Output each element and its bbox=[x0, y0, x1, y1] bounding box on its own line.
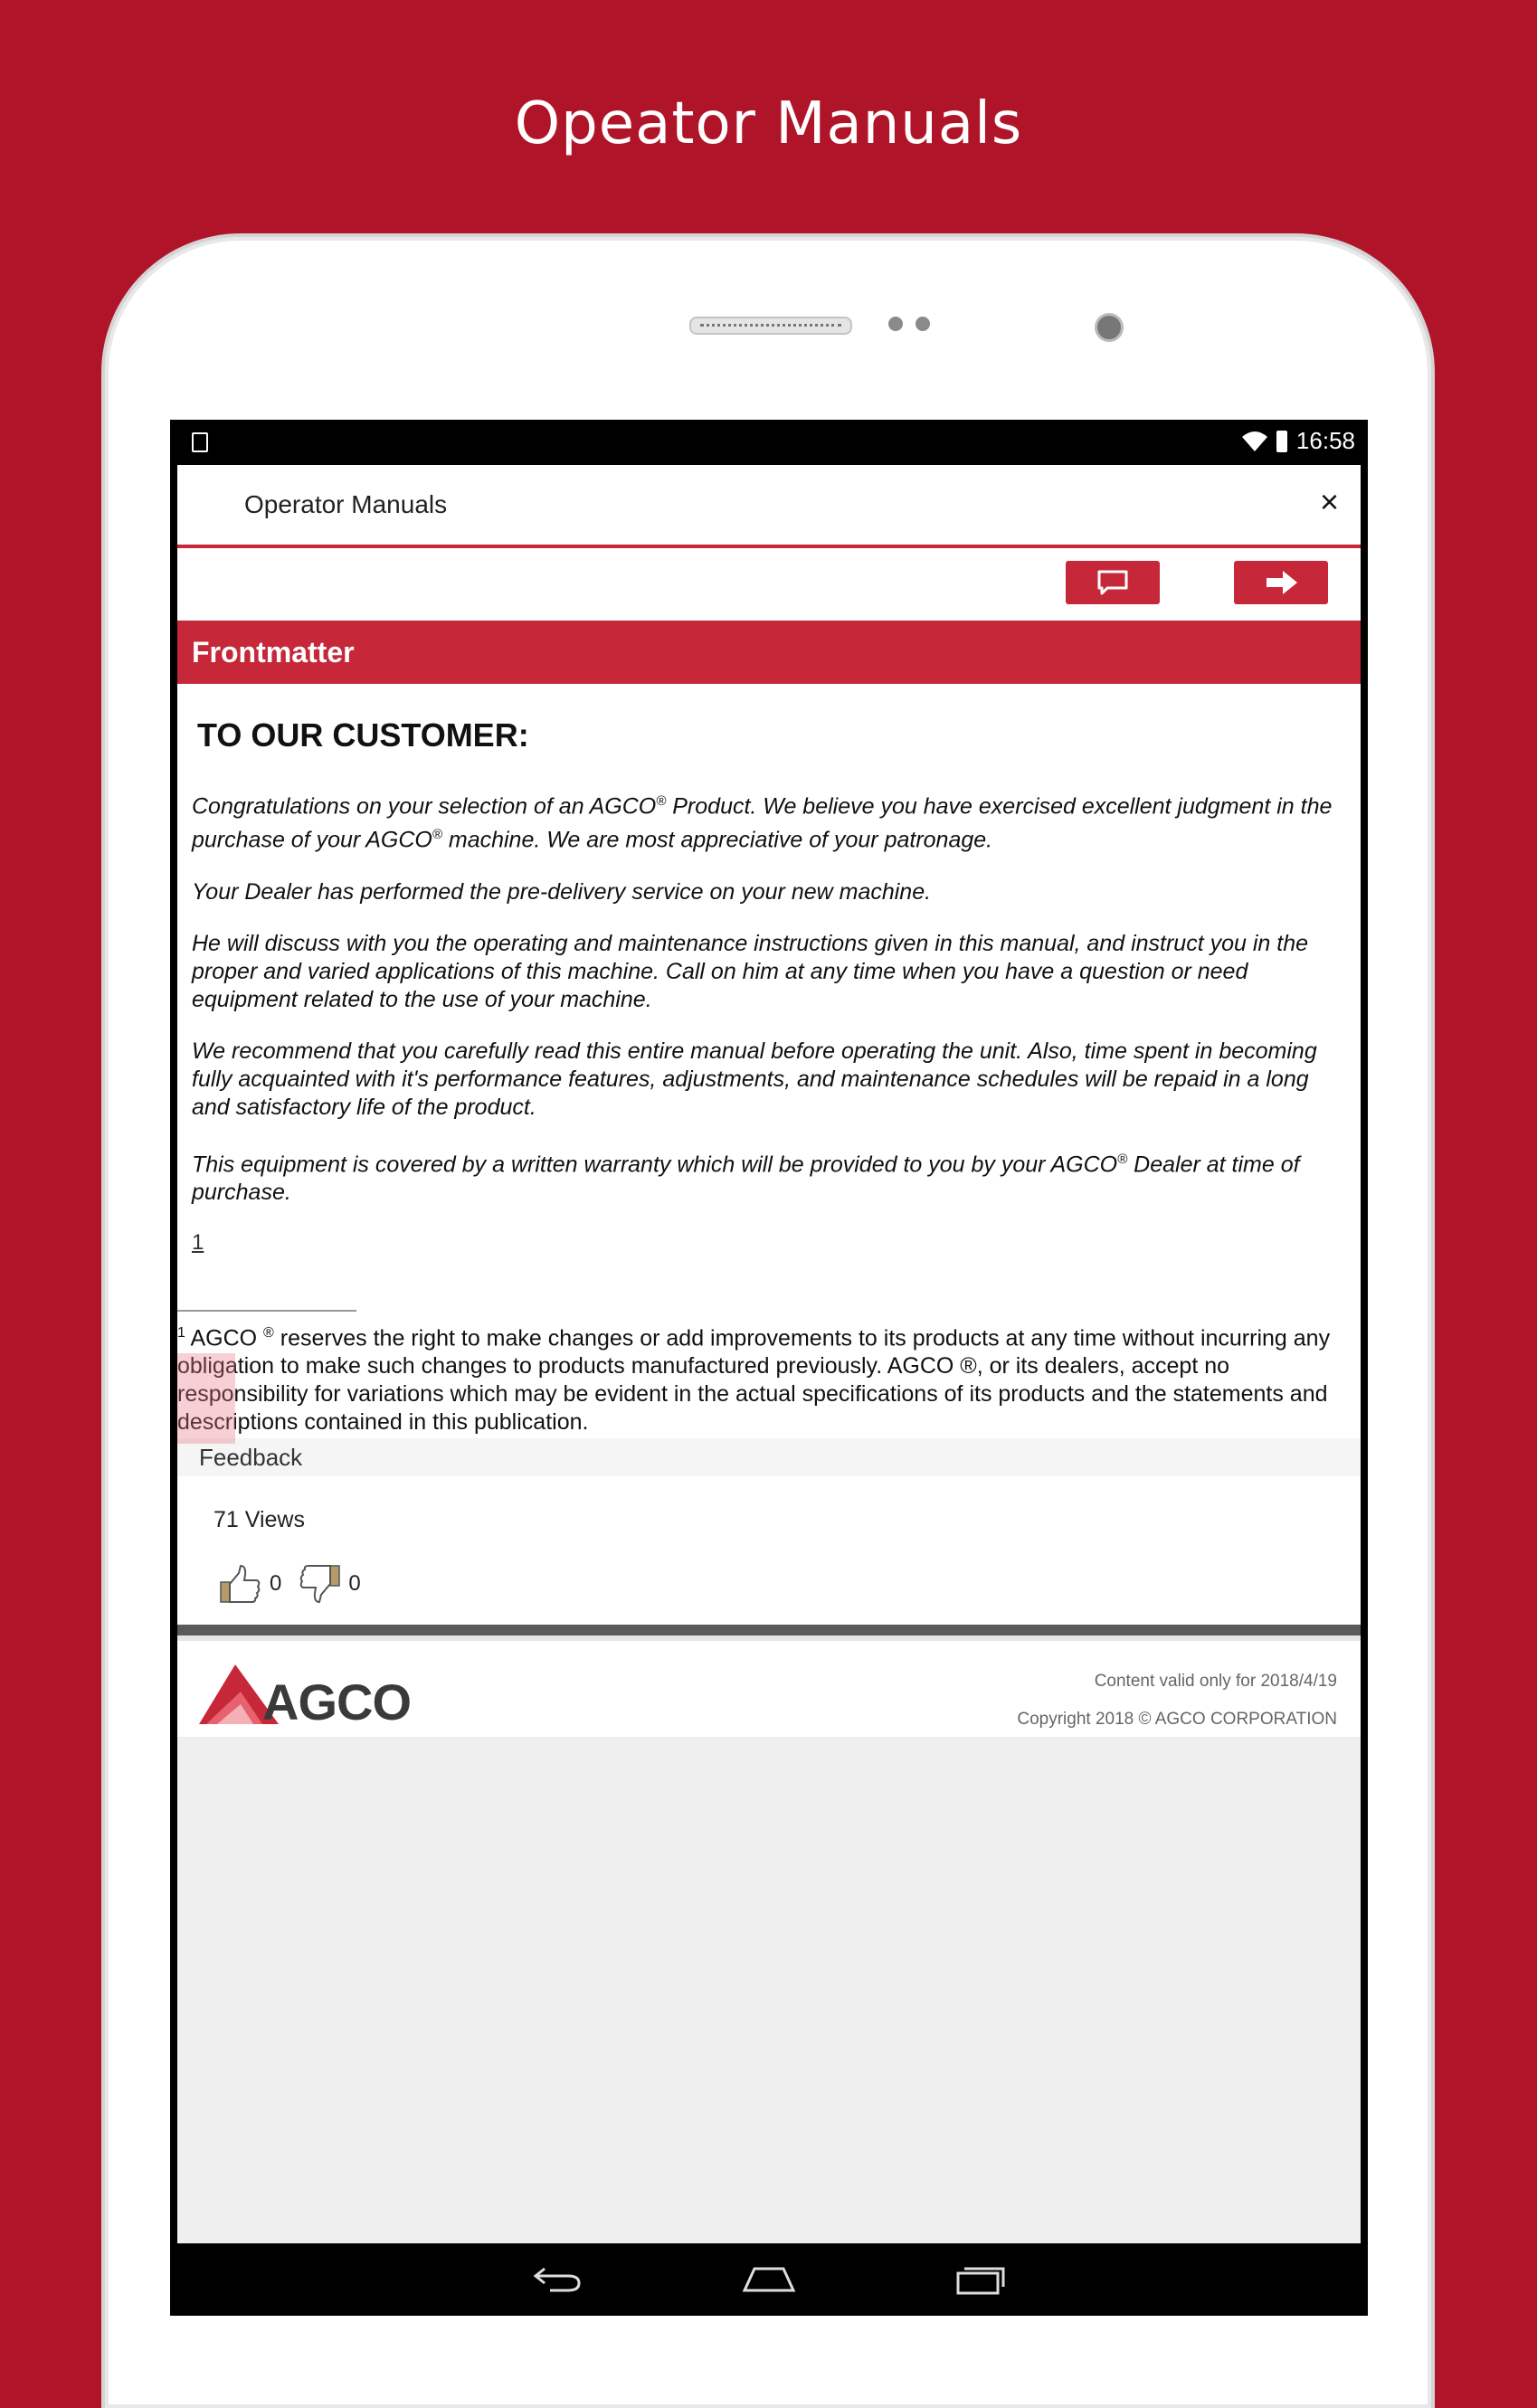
thumbs-up-icon[interactable] bbox=[219, 1564, 262, 1604]
back-icon bbox=[532, 2265, 583, 2294]
paragraph bbox=[192, 787, 1348, 855]
wifi-icon bbox=[1242, 431, 1267, 451]
registered-mark: ® bbox=[656, 793, 667, 809]
speaker-grille bbox=[689, 317, 852, 335]
front-camera bbox=[1095, 313, 1124, 342]
android-nav-bar bbox=[170, 2243, 1368, 2316]
app-bar bbox=[177, 465, 1361, 548]
next-button[interactable] bbox=[1234, 561, 1328, 604]
registered-mark: ® bbox=[432, 827, 442, 843]
paragraph: We recommend that you carefully read this entire manual before operating the unit. Also, time spent in becoming fully acquainted with it's performance features, adjustments, and maintenance schedules will be repaid in a long and satisfactory life of the product. bbox=[192, 1038, 1317, 1120]
close-button[interactable]: × bbox=[1319, 483, 1339, 520]
text-highlight bbox=[177, 1353, 235, 1444]
status-bar bbox=[170, 420, 1368, 465]
registered-mark: ® bbox=[1117, 1151, 1128, 1167]
status-indicators bbox=[1242, 427, 1355, 455]
page-footer bbox=[177, 1635, 1361, 1737]
view-count: 71 Views bbox=[177, 1476, 1361, 1543]
footer-info bbox=[1017, 1663, 1337, 1739]
toolbar bbox=[177, 548, 1361, 621]
text-run: Product. We believe you have exercised excellent judgment in the purchase of your AGCO bbox=[192, 793, 1333, 853]
text-run: AGCO bbox=[185, 1325, 264, 1351]
app-title: Operator Manuals bbox=[244, 490, 448, 518]
vote-row bbox=[177, 1543, 1361, 1625]
text-run: This equipment is covered by a written warranty which will be provided to you by your AGCO bbox=[192, 1151, 1118, 1177]
clock: 16:58 bbox=[1295, 427, 1355, 454]
text-run: Dealer at time of purchase. bbox=[192, 1151, 1300, 1205]
document-content bbox=[177, 684, 1361, 1438]
dislike-count: 0 bbox=[348, 1571, 361, 1597]
app-window bbox=[177, 465, 1361, 2243]
recents-button[interactable] bbox=[952, 2261, 1010, 2298]
content-valid-text: Content valid only for 2018/4/19 bbox=[1094, 1672, 1337, 1692]
footnote-link[interactable]: 1 bbox=[192, 1229, 204, 1255]
promo-title: Opeator Manuals bbox=[514, 90, 1023, 157]
agco-wordmark: AGCO bbox=[262, 1673, 411, 1731]
paragraph bbox=[192, 1145, 1348, 1207]
arrow-right-icon bbox=[1263, 569, 1299, 596]
agco-logo bbox=[199, 1664, 411, 1731]
home-button[interactable] bbox=[740, 2261, 798, 2298]
sensor-dot bbox=[916, 317, 930, 331]
comment-button[interactable] bbox=[1066, 561, 1160, 604]
text-run: reserves the right to make changes or add improvements to its products at any time without incurring any obligation to make such changes to products manufactured previously. AGCO ®, or its dealers, accept no responsibility for variations which may be evident in the actual specifications of its products and the statements and descriptions contained in this publication. bbox=[177, 1325, 1331, 1436]
comment-icon bbox=[1096, 569, 1129, 596]
paragraph: He will discuss with you the operating and maintenance instructions given in this manual, and instruct you in the proper and varied applications of this machine. Call on him at any time when you have a question or need equipment related to the use of your machine. bbox=[192, 930, 1309, 1012]
feedback-label: Feedback bbox=[177, 1438, 1361, 1476]
paragraph: Your Dealer has performed the pre-delivery service on your new machine. bbox=[192, 878, 932, 905]
home-icon bbox=[742, 2266, 796, 2293]
battery-icon bbox=[1276, 431, 1287, 452]
text-run: Congratulations on your selection of an AGCO bbox=[192, 793, 657, 820]
copyright-text: Copyright 2018 © AGCO CORPORATION bbox=[1017, 1710, 1337, 1730]
recents-icon bbox=[955, 2264, 1006, 2295]
section-header: Frontmatter bbox=[177, 621, 1361, 684]
text-run: machine. We are most appreciative of your patronage. bbox=[441, 827, 993, 853]
like-count: 0 bbox=[270, 1571, 282, 1597]
registered-mark: ® bbox=[263, 1324, 274, 1341]
footnote bbox=[177, 1312, 1348, 1438]
footnote-number: 1 bbox=[177, 1324, 185, 1341]
document-heading: TO OUR CUSTOMER: bbox=[197, 716, 529, 754]
thumbs-down-icon[interactable] bbox=[298, 1564, 341, 1604]
device-screen bbox=[170, 420, 1368, 2316]
back-button[interactable] bbox=[528, 2261, 586, 2298]
sensor-dot bbox=[888, 317, 903, 331]
section-divider bbox=[177, 1625, 1361, 1635]
download-notification-icon bbox=[192, 432, 208, 452]
